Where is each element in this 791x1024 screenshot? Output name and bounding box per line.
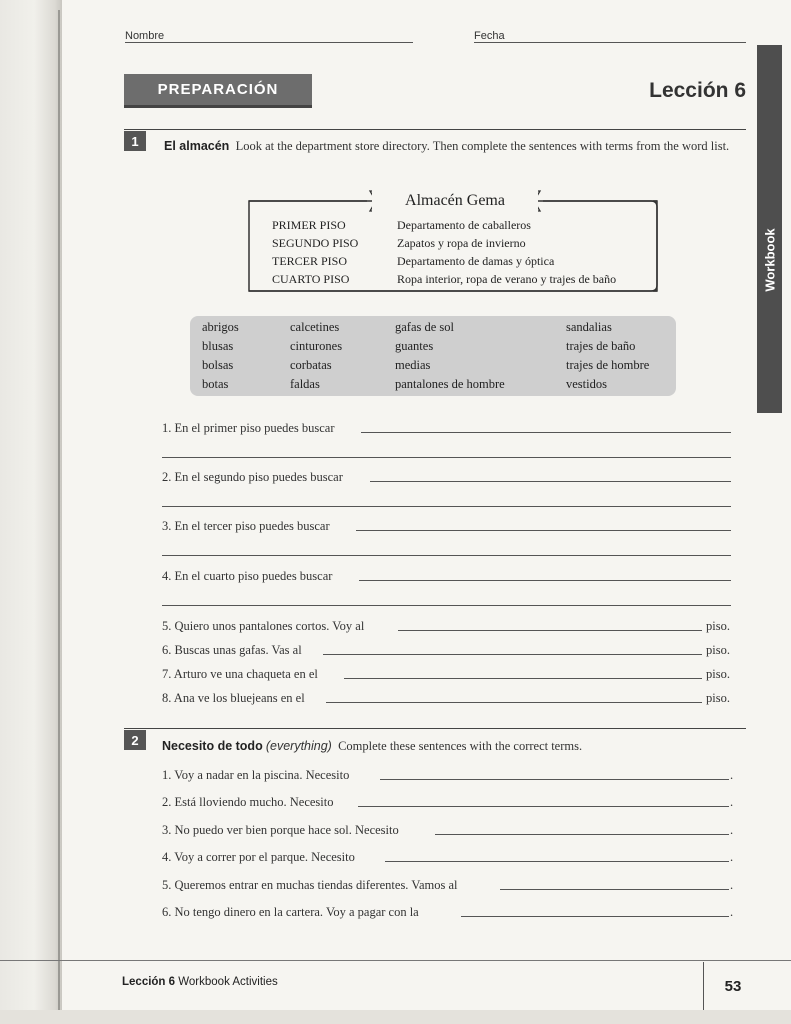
answer-line[interactable] [359, 580, 731, 581]
workbook-side-tab [757, 45, 782, 413]
spine-line [58, 10, 60, 1015]
word-bank-item: trajes de baño [566, 339, 636, 353]
directory-dept: Departamento de caballeros [397, 218, 531, 232]
answer-line[interactable] [162, 457, 731, 458]
end-mark: . [730, 905, 734, 919]
answer-line[interactable] [162, 555, 731, 556]
answer-line[interactable] [380, 779, 729, 780]
footer-workbook-label: Workbook Activities [178, 976, 278, 988]
answer-line[interactable] [326, 702, 702, 703]
page-bottom-edge [0, 1010, 791, 1024]
answer-line[interactable] [358, 806, 729, 807]
page-number: 53 [724, 977, 742, 995]
directory-dept: Departamento de damas y óptica [397, 254, 555, 268]
answer-line[interactable] [398, 630, 702, 631]
directory-dept: Zapatos y ropa de invierno [397, 236, 526, 250]
suffix-piso: piso. [706, 667, 730, 681]
answer-line[interactable] [385, 861, 729, 862]
question-2-3: 3. No puedo ver bien porque hace sol. Necesito [162, 823, 399, 837]
question-2-5: 5. Queremos entrar en muchas tiendas diferentes. Vamos al [162, 878, 458, 892]
answer-line[interactable] [361, 432, 731, 433]
word-bank-item: trajes de hombre [566, 358, 650, 372]
word-bank-item: gafas de sol [395, 320, 455, 334]
activity2-title: Necesito de todo [162, 739, 263, 753]
answer-line[interactable] [356, 530, 731, 531]
word-bank-item: sandalias [566, 320, 612, 334]
word-bank-item: faldas [290, 377, 320, 391]
question-2-4: 4. Voy a correr por el parque. Necesito [162, 850, 355, 864]
word-bank-item: bolsas [202, 358, 234, 372]
activity2-instruction-text: Complete these sentences with the correct terms. [338, 739, 583, 753]
question-2-2: 2. Está lloviendo mucho. Necesito [162, 795, 334, 809]
word-bank-item: botas [202, 377, 229, 391]
footer-top-rule [0, 960, 791, 961]
name-field-line[interactable] [125, 42, 413, 43]
end-mark: . [730, 768, 734, 782]
name-label: Nombre [125, 30, 165, 42]
word-bank-item: calcetines [290, 320, 340, 334]
answer-line[interactable] [162, 506, 731, 507]
date-field-line[interactable] [474, 42, 746, 43]
question-4: 4. En el cuarto piso puedes buscar [162, 569, 333, 583]
word-bank-item: blusas [202, 339, 234, 353]
activity1-instruction-text: Look at the department store directory. Then complete the sentences with terms from the word list. [235, 139, 730, 153]
word-bank-item: cinturones [290, 339, 343, 353]
answer-line[interactable] [500, 889, 729, 890]
end-mark: . [730, 823, 734, 837]
directory-floor: CUARTO PISO [272, 272, 350, 286]
activity-divider [124, 728, 746, 729]
activity2-instructions [162, 737, 742, 755]
question-6: 6. Buscas unas gafas. Vas al [162, 643, 302, 657]
answer-line[interactable] [344, 678, 702, 679]
footer-lesson: Lección 6 [122, 976, 176, 988]
section-badge: PREPARACIÓN [124, 74, 312, 108]
suffix-piso: piso. [706, 643, 730, 657]
activity1-title: El almacén [164, 139, 230, 153]
directory-floor: PRIMER PISO [272, 218, 346, 232]
word-bank-item: guantes [395, 339, 434, 353]
word-bank-item: corbatas [290, 358, 332, 372]
word-bank-item: abrigos [202, 320, 239, 334]
directory-floor: SEGUNDO PISO [272, 236, 359, 250]
side-tab-label: Workbook [762, 228, 777, 292]
directory-dept: Ropa interior, ropa de verano y trajes de baño [397, 272, 617, 286]
book-spine-shadow [0, 0, 62, 1024]
activity-number-1: 1 [124, 131, 146, 151]
answer-line[interactable] [461, 916, 729, 917]
word-bank-item: vestidos [566, 377, 607, 391]
question-8: 8. Ana ve los bluejeans en el [162, 691, 305, 705]
question-5: 5. Quiero unos pantalones cortos. Voy al [162, 619, 365, 633]
suffix-piso: piso. [706, 691, 730, 705]
activity2-title-gloss: (everything) [265, 739, 332, 753]
answer-line[interactable] [370, 481, 731, 482]
directory-title: Almacén Gema [372, 190, 538, 212]
directory-floor: TERCER PISO [272, 254, 348, 268]
answer-line[interactable] [435, 834, 729, 835]
answer-line[interactable] [323, 654, 702, 655]
suffix-piso: piso. [706, 619, 730, 633]
activity-number-2: 2 [124, 730, 146, 750]
end-mark: . [730, 878, 734, 892]
footer-label [122, 976, 278, 988]
question-3: 3. En el tercer piso puedes buscar [162, 519, 330, 533]
section-rule [124, 129, 746, 130]
question-1: 1. En el primer piso puedes buscar [162, 421, 335, 435]
question-7: 7. Arturo ve una chaqueta en el [162, 667, 318, 681]
word-bank-item: medias [395, 358, 431, 372]
lesson-title: Lección 6 [649, 79, 746, 102]
question-2: 2. En el segundo piso puedes buscar [162, 470, 343, 484]
question-2-6: 6. No tengo dinero en la cartera. Voy a pagar con la [162, 905, 419, 919]
word-bank-item: pantalones de hombre [395, 377, 505, 391]
end-mark: . [730, 795, 734, 809]
end-mark: . [730, 850, 734, 864]
date-label: Fecha [474, 30, 505, 42]
answer-line[interactable] [162, 605, 731, 606]
activity1-instructions [164, 137, 739, 155]
question-2-1: 1. Voy a nadar en la piscina. Necesito [162, 768, 350, 782]
